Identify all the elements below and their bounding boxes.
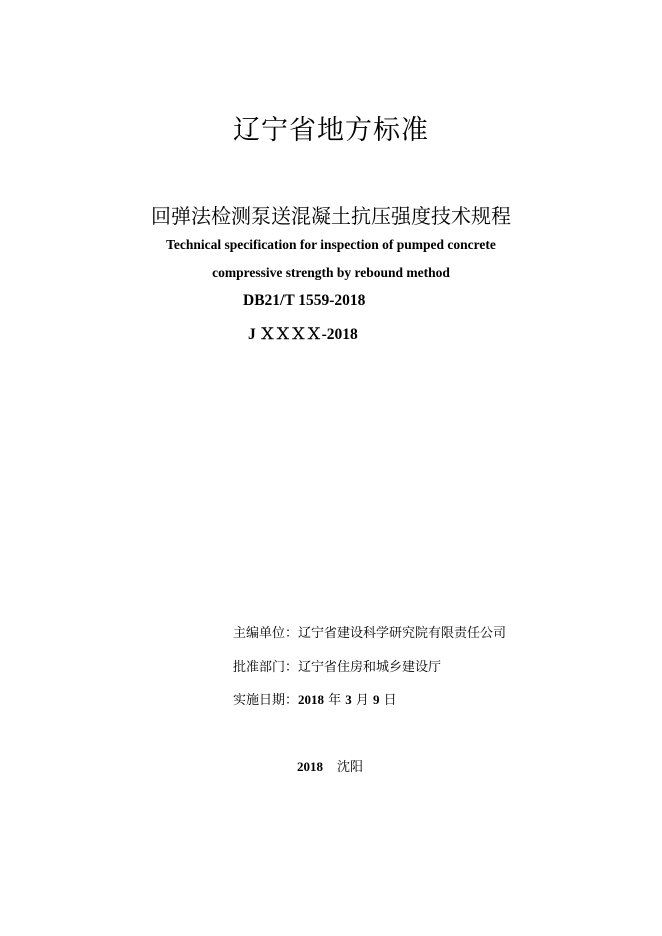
footer-city: 沈阳 bbox=[337, 760, 364, 775]
effective-date-year: 2018 bbox=[298, 692, 325, 707]
org-title: 辽宁省地方标准 bbox=[233, 115, 429, 146]
effective-date-year-unit: 年 bbox=[324, 693, 346, 708]
effective-date-label: 实施日期： bbox=[233, 693, 299, 708]
record-code: J ＸＸＸＸ-2018 bbox=[248, 326, 358, 343]
standard-code: DB21/T 1559-2018 bbox=[243, 292, 366, 309]
editor-unit-row bbox=[233, 622, 506, 641]
footer-year: 2018 bbox=[297, 759, 323, 774]
effective-date-month-unit: 月 bbox=[351, 693, 374, 708]
effective-date-day-unit: 日 bbox=[379, 693, 397, 708]
approver-row bbox=[233, 656, 441, 675]
editor-unit-value: 辽宁省建设科学研究院有限责任公司 bbox=[298, 626, 507, 641]
approver-value: 辽宁省住房和城乡建设厅 bbox=[298, 660, 442, 675]
footer-year-city bbox=[297, 756, 363, 775]
english-title-line-2: compressive strength by rebound method bbox=[212, 265, 450, 280]
approver-label: 批准部门： bbox=[233, 660, 299, 675]
english-title-line-1: Technical specification for inspection of pumped concrete bbox=[166, 237, 496, 252]
chinese-title: 回弹法检测泵送混凝土抗压强度技术规程 bbox=[151, 204, 511, 228]
editor-unit-label: 主编单位： bbox=[233, 626, 299, 641]
effective-date-month: 3 bbox=[345, 692, 352, 707]
effective-date-row bbox=[233, 689, 397, 708]
effective-date-day: 9 bbox=[373, 692, 380, 707]
